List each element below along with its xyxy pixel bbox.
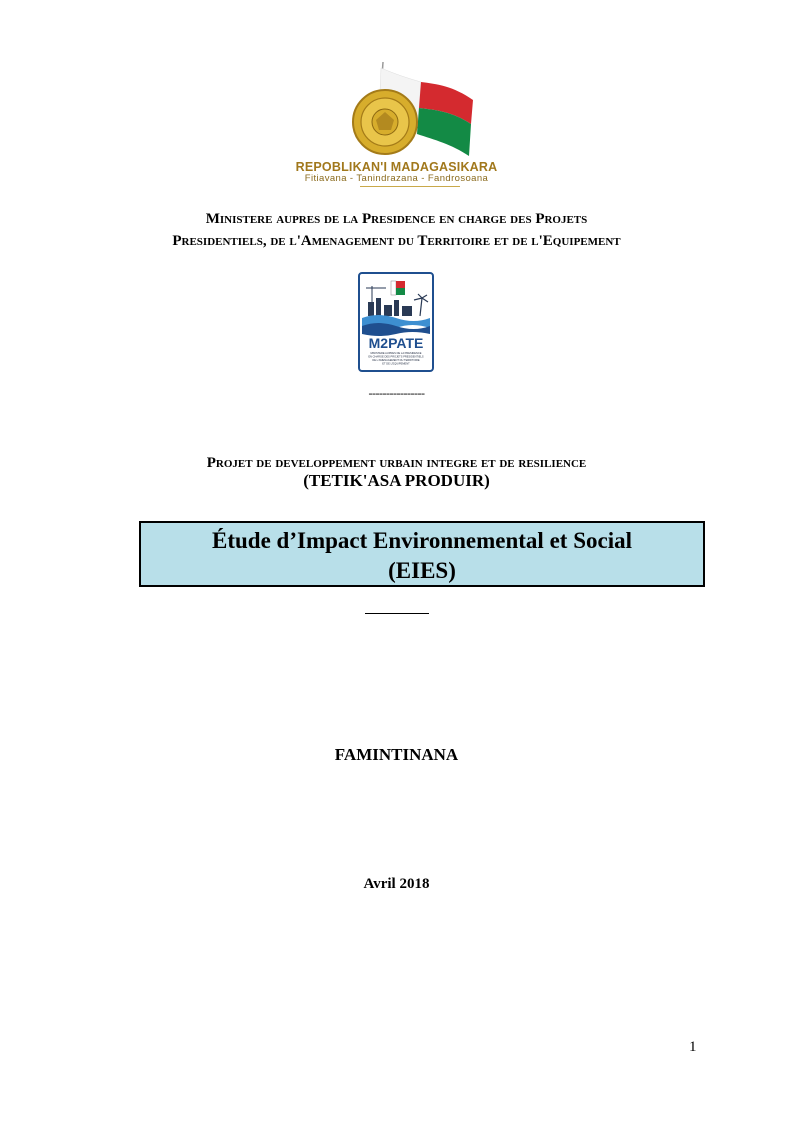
summary-label: FAMINTINANA	[334, 745, 459, 764]
m2pate-caption-line2: EN CHARGE DES PROJETS PRESIDENTIELS	[368, 355, 424, 359]
m2pate-caption-line4: ET DE L'EQUIPEMENT	[382, 362, 410, 366]
project-subtitle: (TETIK'ASA PRODUIR)	[303, 471, 490, 490]
madagascar-seal-flag-icon	[345, 60, 485, 160]
m2pate-logo-name: M2PATE	[368, 335, 424, 351]
short-horizontal-rule	[365, 613, 429, 614]
dashed-separator: ----------------	[368, 386, 425, 400]
project-title: Projet de developpement urbain integre et de resilience	[206, 455, 587, 471]
study-title-box	[139, 521, 705, 587]
m2pate-logo-icon	[358, 272, 434, 372]
republic-underline	[360, 186, 460, 187]
m2pate-caption-line1: MINISTERE AUPRES DE LA PRESIDENCE	[370, 352, 422, 355]
m2pate-caption-line3: DE L'AMENAGEMENT DU TERRITOIRE	[372, 359, 420, 362]
ministry-heading-line1: Ministere aupres de la Presidence en charge des Projets	[205, 211, 588, 227]
study-title-line2: (EIES)	[388, 558, 456, 583]
document-date: Avril 2018	[363, 876, 430, 892]
study-title-line1: Étude d’Impact Environnemental et Social	[212, 528, 632, 553]
republic-name: REPOBLIKAN'I MADAGASIKARA	[295, 160, 498, 174]
republic-motto: Fitiavana - Tanindrazana - Fandrosoana	[304, 173, 489, 184]
ministry-heading-line2: Presidentiels, de l'Amenagement du Territoire et de l'Equipement	[172, 233, 621, 249]
page-number: 1	[689, 1039, 697, 1055]
